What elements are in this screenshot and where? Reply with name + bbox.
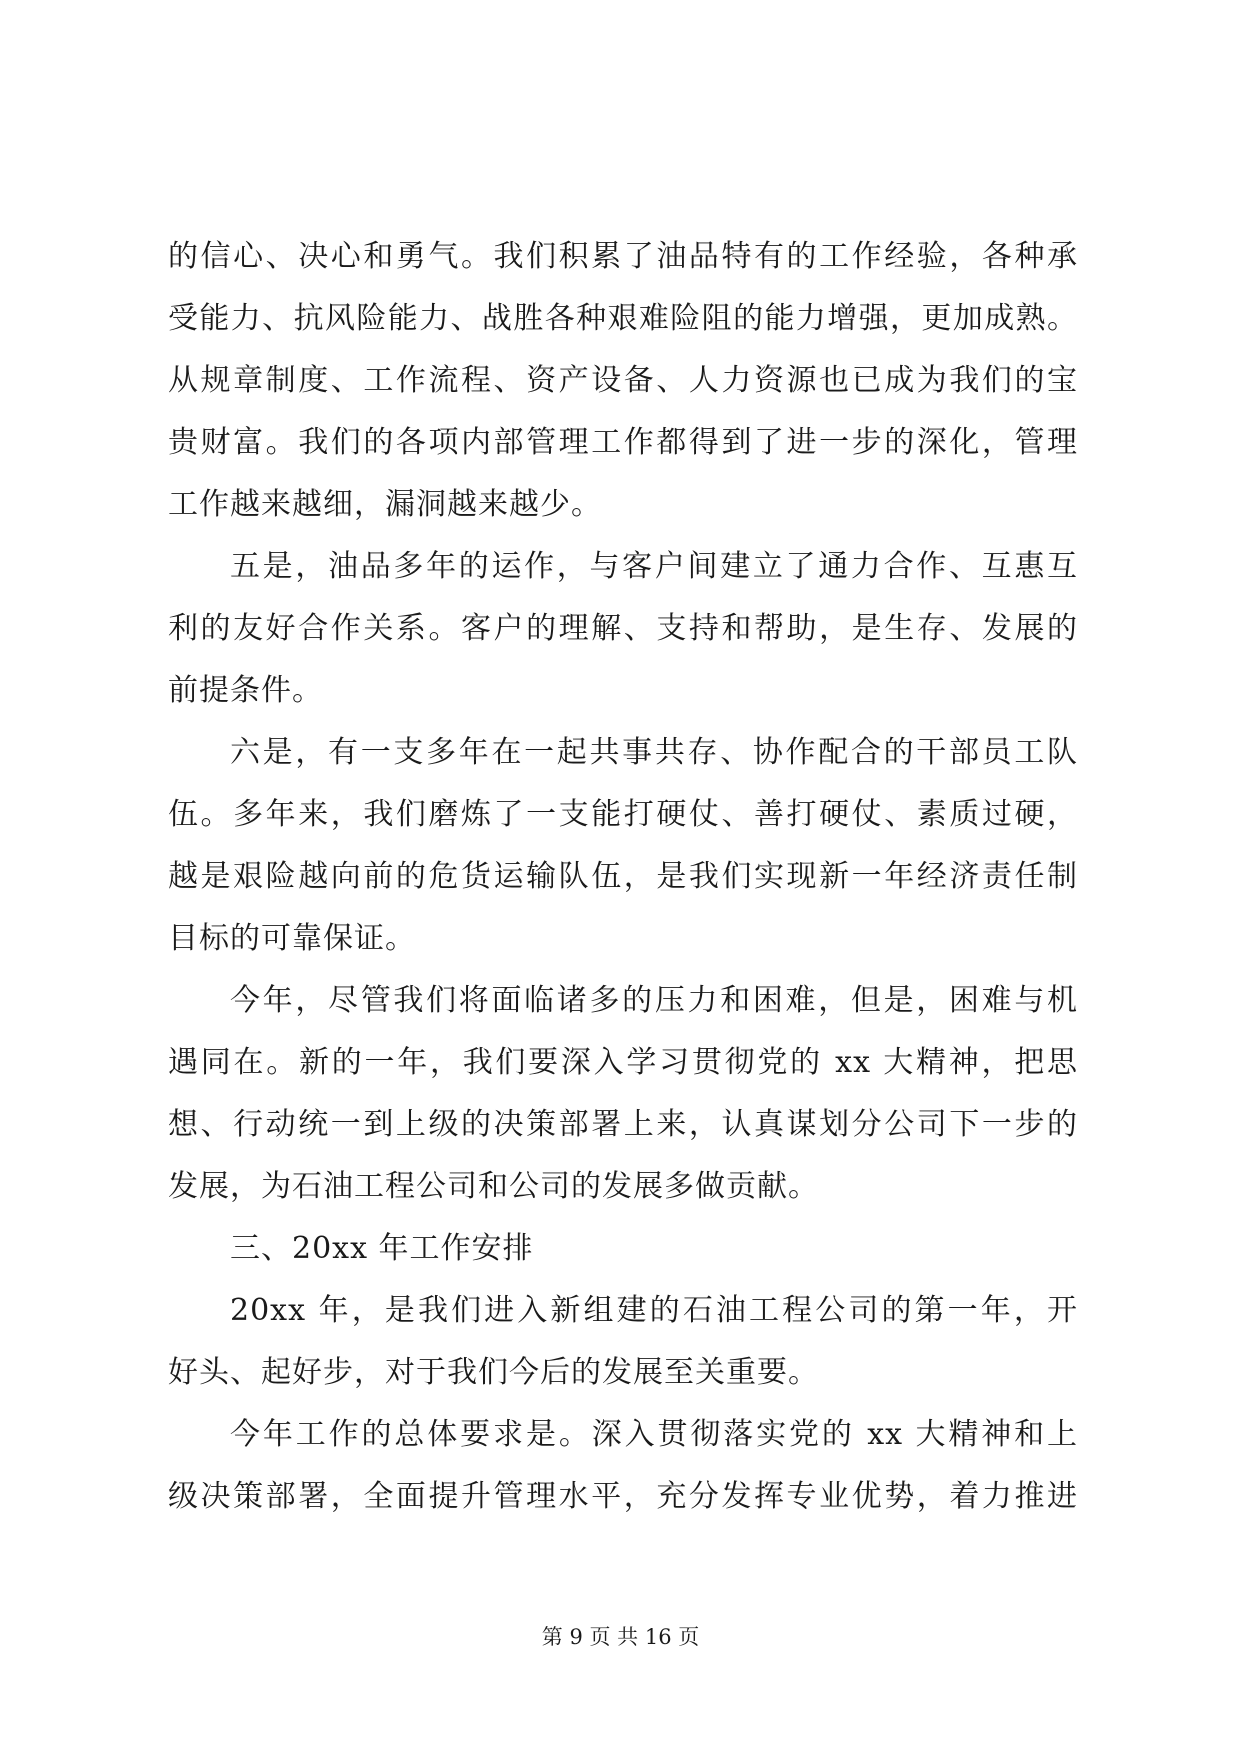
text-line: 发展，为石油工程公司和公司的发展多做贡献。 xyxy=(168,1169,819,1204)
text-line: 受能力、抗风险能力、战胜各种艰难险阻的能力增强，更加成熟。 xyxy=(168,301,1078,336)
text-line: 六是，有一支多年在一起共事共存、协作配合的干部员工队 xyxy=(230,735,1078,770)
text-line: 前提条件。 xyxy=(168,673,323,708)
text-line: 目标的可靠保证。 xyxy=(168,921,416,956)
text-line: 贵财富。我们的各项内部管理工作都得到了进一步的深化，管理 xyxy=(168,425,1078,460)
text-line: 遇同在。新的一年，我们要深入学习贯彻党的 xx 大精神，把思 xyxy=(168,1045,1078,1080)
text-line: 好头、起好步，对于我们今后的发展至关重要。 xyxy=(168,1355,819,1390)
text-line: 工作越来越细，漏洞越来越少。 xyxy=(168,487,602,522)
text-line: 的信心、决心和勇气。我们积累了油品特有的工作经验，各种承 xyxy=(168,239,1078,274)
page-footer: 第 9 页 共 16 页 xyxy=(541,1625,700,1649)
text-line: 从规章制度、工作流程、资产设备、人力资源也已成为我们的宝 xyxy=(168,363,1078,398)
text-line: 五是，油品多年的运作，与客户间建立了通力合作、互惠互 xyxy=(230,549,1078,584)
text-line: 三、20xx 年工作安排 xyxy=(230,1231,534,1266)
text-line: 伍。多年来，我们磨炼了一支能打硬仗、善打硬仗、素质过硬， xyxy=(168,797,1078,832)
text-line: 今年工作的总体要求是。深入贯彻落实党的 xx 大精神和上 xyxy=(230,1417,1078,1452)
text-line: 利的友好合作关系。客户的理解、支持和帮助，是生存、发展的 xyxy=(168,611,1078,646)
text-line: 级决策部署，全面提升管理水平，充分发挥专业优势，着力推进 xyxy=(168,1479,1078,1514)
text-line: 20xx 年，是我们进入新组建的石油工程公司的第一年，开 xyxy=(230,1293,1078,1328)
document-body xyxy=(168,226,1078,1528)
text-line: 想、行动统一到上级的决策部署上来，认真谋划分公司下一步的 xyxy=(168,1107,1078,1142)
text-line: 今年，尽管我们将面临诸多的压力和困难，但是，困难与机 xyxy=(230,983,1078,1018)
text-line: 越是艰险越向前的危货运输队伍，是我们实现新一年经济责任制 xyxy=(168,859,1078,894)
